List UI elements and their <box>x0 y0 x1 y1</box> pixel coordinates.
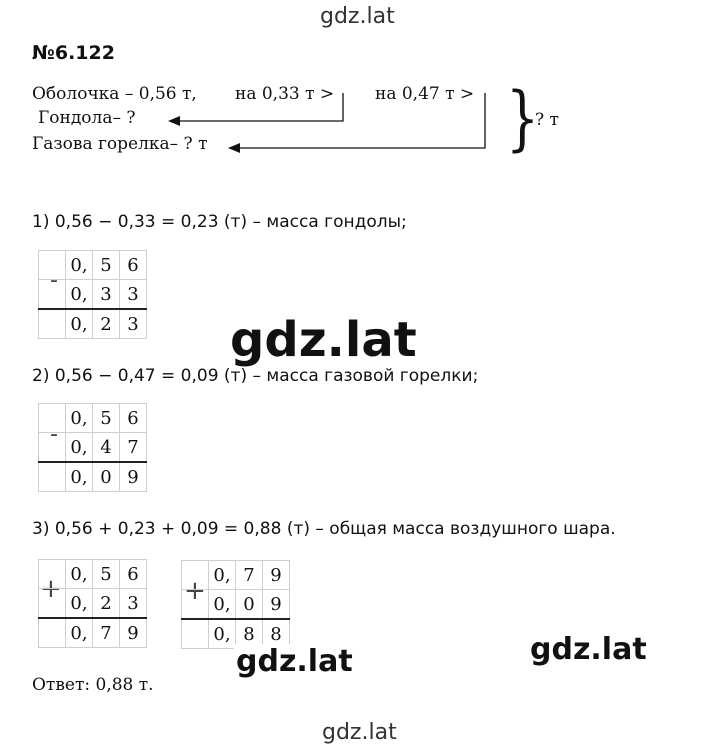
watermark-footer: gdz.lat <box>322 720 397 745</box>
scheme-line1-b: на 0,47 т > <box>375 84 475 104</box>
scheme-brace-question: ? т <box>535 110 559 130</box>
step-3: 3) 0,56 + 0,23 + 0,09 = 0,88 (т) – общая масса воздушного шара. <box>32 519 616 539</box>
column-2: 0, 5 6 0, 4 7 0, 0 9 <box>38 403 147 492</box>
column-4: 0, 7 9 0, 0 9 0, 8 8 <box>181 560 290 649</box>
scheme-arrows <box>0 0 720 200</box>
arrowhead-burner <box>228 143 240 153</box>
watermark-mid: gdz.lat <box>230 312 417 368</box>
watermark-bottom-right: gdz.lat <box>530 632 647 667</box>
scheme-line3: Газова горелка– ? т <box>32 134 208 154</box>
watermark-top: gdz.lat <box>320 4 395 29</box>
column-1: 0, 5 6 0, 3 3 0, 2 3 <box>38 250 147 339</box>
arrow-to-gondola <box>178 93 343 121</box>
column-3-sign: + <box>40 574 62 604</box>
column-1-sign: - <box>50 268 58 293</box>
step-2: 2) 0,56 − 0,47 = 0,09 (т) – масса газовой горелки; <box>32 366 479 386</box>
column-2-sign: - <box>50 422 58 447</box>
column-3: 0, 5 6 0, 2 3 0, 7 9 <box>38 559 147 648</box>
problem-number: №6.122 <box>32 42 115 64</box>
scheme-line1-label: Оболочка – 0,56 т, <box>32 84 197 104</box>
scheme-line1-a: на 0,33 т > <box>235 84 335 104</box>
step-1: 1) 0,56 − 0,33 = 0,23 (т) – масса гондолы; <box>32 212 407 232</box>
watermark-bottom-left: gdz.lat <box>236 644 353 679</box>
answer: Ответ: 0,88 т. <box>32 675 154 695</box>
column-4-sign: + <box>184 576 206 606</box>
scheme-line2: Гондола– ? <box>38 108 136 128</box>
arrowhead-gondola <box>168 116 180 126</box>
right-brace: } <box>506 78 540 160</box>
